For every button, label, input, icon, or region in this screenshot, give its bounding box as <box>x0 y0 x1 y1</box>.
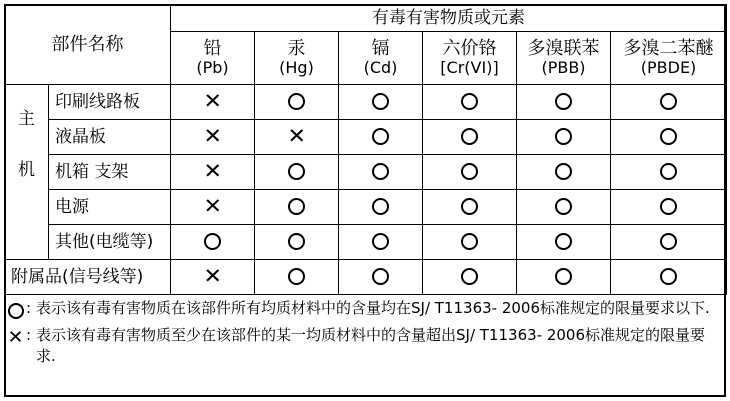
circle-icon <box>288 268 305 285</box>
cross-icon: ✕ <box>203 194 222 219</box>
circle-icon <box>555 163 572 180</box>
element-header-cd: 镉 (Cd) <box>339 32 423 85</box>
mark-cell <box>423 155 517 190</box>
substances-header: 有毒有害物质或元素 <box>171 5 727 32</box>
mark-cell <box>171 190 255 225</box>
note-o-colon: : <box>26 299 32 317</box>
circle-icon <box>461 93 478 110</box>
table-row <box>5 225 727 260</box>
element-header-hg: 汞 (Hg) <box>255 32 339 85</box>
circle-icon <box>372 268 389 285</box>
circle-icon <box>660 233 677 250</box>
mark-cell <box>339 155 423 190</box>
circle-icon <box>660 268 677 285</box>
circle-icon <box>372 93 389 110</box>
group-label-machine: 机 <box>5 155 49 260</box>
table-row <box>5 190 727 225</box>
mark-cell <box>339 190 423 225</box>
group-label-main: 主 <box>5 85 49 155</box>
circle-icon <box>372 198 389 215</box>
note-o <box>6 298 724 319</box>
mark-cell <box>517 85 611 120</box>
circle-icon <box>555 233 572 250</box>
mark-cell <box>339 260 423 295</box>
mark-cell <box>611 120 727 155</box>
circle-icon <box>8 300 24 321</box>
circle-icon <box>660 163 677 180</box>
mark-cell <box>171 260 255 295</box>
circle-icon <box>461 268 478 285</box>
mark-cell <box>423 225 517 260</box>
part-name-cell: 其他(电缆等) <box>49 225 171 260</box>
table-body <box>5 85 727 295</box>
circle-icon <box>372 163 389 180</box>
circle-icon <box>288 233 305 250</box>
circle-icon <box>660 198 677 215</box>
cross-icon: ✕ <box>7 327 24 348</box>
mark-cell <box>517 190 611 225</box>
note-o-text: 表示该有毒有害物质在该部件所有均质材料中的含量均在SJ/ T11363- 2006标准规定的限量要求以下. <box>36 299 710 317</box>
mark-cell <box>255 260 339 295</box>
mark-cell <box>517 120 611 155</box>
mark-cell <box>611 155 727 190</box>
table-row <box>5 260 727 295</box>
mark-cell <box>611 85 727 120</box>
table-row <box>5 85 727 120</box>
part-name-header: 部件名称 <box>5 5 171 85</box>
table-row <box>5 120 727 155</box>
mark-cell <box>611 190 727 225</box>
circle-icon <box>288 198 305 215</box>
circle-icon <box>555 268 572 285</box>
part-name-cell: 电源 <box>49 190 171 225</box>
mark-cell <box>255 155 339 190</box>
note-x <box>6 325 724 367</box>
part-name-cell: 机箱 支架 <box>49 155 171 190</box>
mark-cell <box>171 225 255 260</box>
part-name-cell: 附属品(信号线等) <box>5 260 171 295</box>
mark-cell <box>339 85 423 120</box>
mark-cell <box>517 155 611 190</box>
circle-icon <box>555 128 572 145</box>
element-header-pb: 铅 (Pb) <box>171 32 255 85</box>
part-name-cell: 液晶板 <box>49 120 171 155</box>
circle-icon <box>288 163 305 180</box>
mark-cell <box>423 85 517 120</box>
cross-icon: ✕ <box>287 124 306 149</box>
mark-cell <box>611 225 727 260</box>
mark-cell <box>255 120 339 155</box>
mark-cell <box>339 120 423 155</box>
circle-icon <box>204 233 221 250</box>
mark-cell <box>611 260 727 295</box>
circle-icon <box>461 163 478 180</box>
note-x-text: 表示该有毒有害物质至少在该部件的某一均质材料中的含量超出SJ/ T11363- 2006标准规定的限量要求. <box>36 326 706 365</box>
circle-icon <box>461 233 478 250</box>
mark-cell <box>255 225 339 260</box>
element-header-pbb: 多溴联苯 (PBB) <box>517 32 611 85</box>
mark-cell <box>255 85 339 120</box>
circle-icon <box>660 93 677 110</box>
mark-cell <box>423 190 517 225</box>
circle-icon <box>288 93 305 110</box>
cross-icon: ✕ <box>203 264 222 289</box>
circle-icon <box>555 198 572 215</box>
mark-cell <box>423 120 517 155</box>
circle-icon <box>555 93 572 110</box>
mark-cell <box>171 155 255 190</box>
hazardous-substance-table <box>4 4 727 295</box>
cross-icon: ✕ <box>203 159 222 184</box>
notes-section <box>6 298 724 373</box>
mark-cell <box>423 260 517 295</box>
element-header-cr6: 六价铬 [Cr(VI)] <box>423 32 517 85</box>
note-x-colon: : <box>26 326 32 344</box>
circle-icon <box>461 128 478 145</box>
mark-cell <box>517 260 611 295</box>
circle-icon <box>372 233 389 250</box>
mark-cell <box>171 120 255 155</box>
part-name-cell: 印刷线路板 <box>49 85 171 120</box>
mark-cell <box>339 225 423 260</box>
mark-cell <box>255 190 339 225</box>
mark-cell <box>171 85 255 120</box>
table-row <box>5 155 727 190</box>
circle-icon <box>461 198 478 215</box>
cross-icon: ✕ <box>203 124 222 149</box>
element-header-pbde: 多溴二苯醚 (PBDE) <box>611 32 727 85</box>
circle-icon <box>372 128 389 145</box>
circle-icon <box>660 128 677 145</box>
mark-cell <box>517 225 611 260</box>
cross-icon: ✕ <box>203 89 222 114</box>
